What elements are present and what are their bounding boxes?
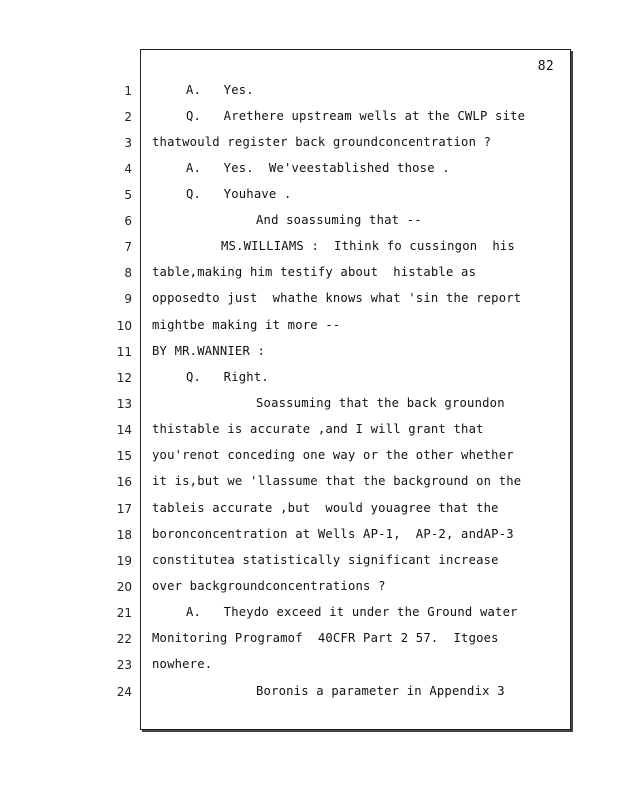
line-number: 16 (116, 475, 132, 489)
line-number: 18 (116, 528, 132, 542)
line-number: 14 (116, 423, 132, 437)
transcript-line: Q. Right. (186, 370, 269, 384)
line-number: 24 (116, 685, 132, 699)
line-number: 2 (124, 110, 132, 124)
transcript-line: Soassuming that the back groundon (256, 396, 505, 410)
transcript-line: Boronis a parameter in Appendix 3 (256, 684, 505, 698)
line-number: 15 (116, 449, 132, 463)
transcript-line: thistable is accurate ,and I will grant that (152, 422, 484, 436)
transcript-line: Q. Arethere upstream wells at the CWLP site (186, 109, 526, 123)
line-number: 3 (124, 136, 132, 150)
line-number: 21 (116, 606, 132, 620)
transcript-line: Monitoring Programof 40CFR Part 2 57. Itgoes (152, 631, 499, 645)
line-number: 17 (116, 502, 132, 516)
line-number: 9 (124, 292, 132, 306)
line-number: 6 (124, 214, 132, 228)
line-number: 23 (116, 658, 132, 672)
transcript-line: A. Yes. We'veestablished those . (186, 161, 450, 175)
line-number: 8 (124, 266, 132, 280)
transcript-line: Q. Youhave . (186, 187, 292, 201)
transcript-line: tableis accurate ,but would youagree that the (152, 501, 499, 515)
page-number: 82 (537, 59, 554, 74)
line-number: 20 (116, 580, 132, 594)
transcript-line: A. Yes. (186, 83, 254, 97)
line-number: 4 (124, 162, 132, 176)
transcript-line: mightbe making it more -- (152, 318, 341, 332)
transcript-line: And soassuming that -- (256, 213, 422, 227)
transcript-line: you'renot conceding one way or the other whether (152, 448, 514, 462)
line-number: 5 (124, 188, 132, 202)
line-number: 7 (124, 240, 132, 254)
transcript-line: nowhere. (152, 657, 213, 671)
transcript-line: table,making him testify about histable as (152, 265, 477, 279)
line-number: 12 (116, 371, 132, 385)
transcript-line: over backgroundconcentrations ? (152, 579, 386, 593)
transcript-line: constitutea statistically significant increase (152, 553, 499, 567)
line-number: 11 (116, 345, 132, 359)
transcript-line: thatwould register back groundconcentration ? (152, 135, 492, 149)
line-number: 1 (124, 84, 132, 98)
line-number: 10 (116, 319, 132, 333)
transcript-line: A. Theydo exceed it under the Ground water (186, 605, 518, 619)
transcript-line: boronconcentration at Wells AP-1, AP-2, andAP-3 (152, 527, 514, 541)
line-number: 22 (116, 632, 132, 646)
line-number: 19 (116, 554, 132, 568)
transcript-line: MS.WILLIAMS : Ithink fo cussingon his (221, 239, 515, 253)
transcript-line: opposedto just whathe knows what 'sin the report (152, 291, 522, 305)
line-number: 13 (116, 397, 132, 411)
transcript-line: it is,but we 'llassume that the background on the (152, 474, 522, 488)
transcript-line: BY MR.WANNIER : (152, 344, 266, 358)
